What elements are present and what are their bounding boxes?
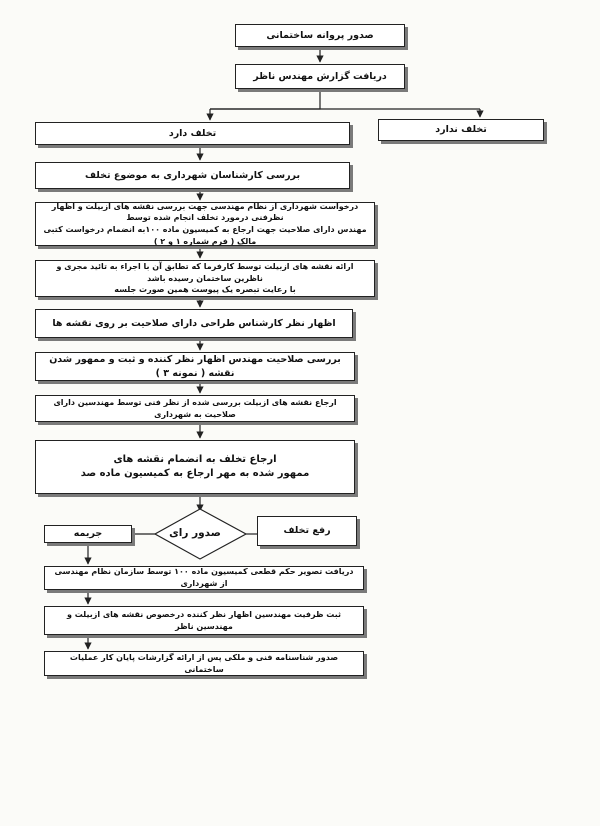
remove-violation-label: رفع تخلف <box>283 525 331 537</box>
remove-violation-box <box>257 516 357 546</box>
qualification-review-label: بررسی صلاحیت مهندس اظهار نظر کننده و ثبت و ممهور شدن نقشه ( نمونه ۳ ) <box>49 353 341 379</box>
engineering-request-line1: درخواست شهرداری از نظام مهندسی جهت بررسی نقشه های ازبیلت و اظهار نظرفنی درمورد تخلف انجام شده توسط <box>51 201 359 223</box>
branch-connector <box>210 89 320 109</box>
no-violation-label: تخلف ندارد <box>435 124 487 136</box>
designer-opinion-box <box>35 309 353 338</box>
has-violation-box <box>35 122 350 145</box>
fine-box <box>44 525 132 543</box>
qualification-review-box <box>35 352 355 381</box>
id-card-box <box>44 651 364 676</box>
supervisor-report-label: دریافت گزارش مهندس ناظر <box>253 70 387 82</box>
permit-issue-label: صدور پروانه ساختمانی <box>266 29 374 41</box>
asbuilt-submission-line1: ارائه نقشه های ازبیلت توسط کارفرما که تطابق آن با اجراء به تائید مجری و ناظرین ساختمان رسیده باشد <box>56 262 354 283</box>
municipal-review-label: بررسی کارشناسان شهرداری به موضوع تخلف <box>84 169 301 181</box>
id-card-label: صدور شناسنامه فنی و ملکی پس از ارائه گزارشات پایان کار عملیات ساختمانی <box>69 652 339 674</box>
permit-issue-box <box>235 24 405 47</box>
no-violation-box <box>378 119 544 141</box>
refer-violation-box <box>35 440 355 494</box>
asbuilt-submission-line2: با رعایت تبصره یک پیوست همین صورت جلسه <box>114 285 296 295</box>
record-capacity-box <box>44 606 364 635</box>
asbuilt-submission-box <box>35 260 375 297</box>
engineering-request-box <box>35 202 375 246</box>
return-to-municipality-box <box>35 395 355 422</box>
municipal-review-box <box>35 162 350 189</box>
engineering-request-line2: مهندس دارای صلاحیت جهت ارجاع به کمیسیون ماده ۱۰۰به انضمام درخواست کتبی مالک ( فرم شماره ۱ و ۲ ) <box>43 225 367 246</box>
designer-opinion-label: اظهار نظر کارشناس طراحی دارای صلاحیت بر روی نقشه ها <box>52 317 336 329</box>
final-verdict-label: دریافت تصویر حکم قطعی کمیسیون ماده ۱۰۰ توسط سازمان نظام مهندسی از شهرداری <box>54 567 354 588</box>
verdict-label: صدور رای <box>169 527 221 539</box>
refer-violation-line1: ارجاع تخلف به انضمام نقشه های <box>113 453 277 465</box>
has-violation-label: تخلف دارد <box>168 127 217 139</box>
final-verdict-box <box>44 566 364 590</box>
record-capacity-label: ثبت ظرفیت مهندسین اظهار نظر کننده درخصوص نقشه های ازبیلت و مهندسین ناظر <box>66 609 342 631</box>
fine-label: جریمه <box>73 528 103 540</box>
supervisor-report-box <box>235 64 405 89</box>
refer-violation-line2: ممهور شده به مهر ارجاع به کمیسیون ماده صد <box>80 468 310 479</box>
return-to-municipality-label: ارجاع نقشه های ازبیلت بررسی شده از نظر فنی توسط مهندسین دارای صلاحیت به شهرداری <box>53 397 337 419</box>
